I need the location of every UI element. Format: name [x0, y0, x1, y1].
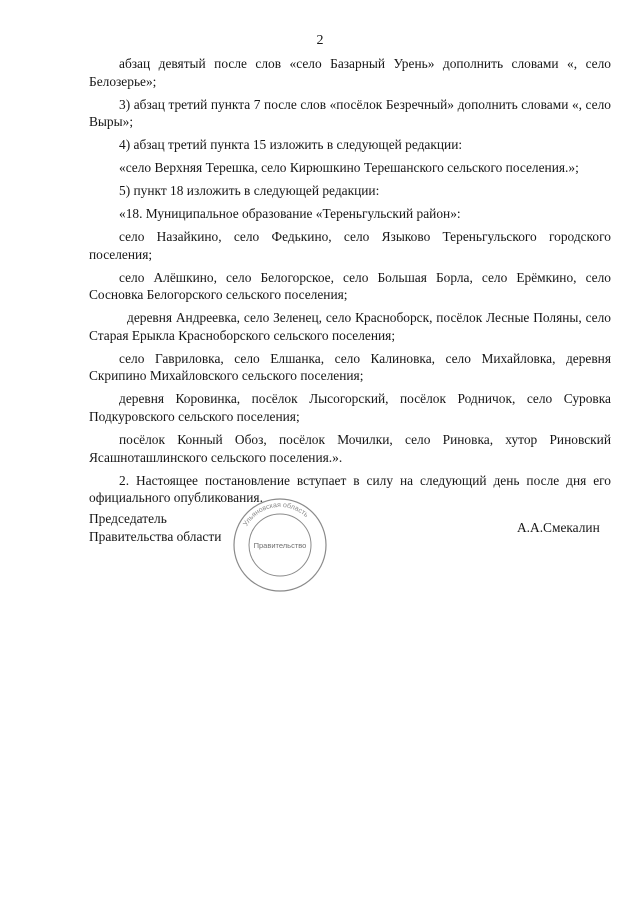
signature-position	[89, 510, 221, 545]
document-paragraph: «село Верхняя Терешка, село Кирюшкино Терешанского сельского поселения.»;	[119, 160, 579, 176]
document-paragraph: абзац девятый после слов «село Базарный Урень» дополнить словами «, село Белозерье»;	[89, 56, 611, 89]
signature-position-line1: Председатель	[89, 511, 167, 526]
document-paragraph: деревня Коровинка, посёлок Лысогорский, посёлок Родничок, село Суровка Подкуровского сельского поселения;	[89, 391, 611, 424]
signature-position-line2: Правительства области	[89, 528, 222, 544]
document-paragraph: 2. Настоящее постановление вступает в силу на следующий день после дня его официального опубликования.	[89, 472, 611, 506]
stamp-ring-text: Ульяновская область	[242, 501, 310, 528]
document-paragraph: 4) абзац третий пункта 15 изложить в следующей редакции:	[119, 137, 463, 153]
stamp-seal-graphic	[230, 495, 330, 595]
stamp-center-text: Правительство	[253, 541, 307, 550]
document-body	[89, 55, 611, 512]
official-stamp	[230, 495, 330, 595]
document-paragraph: посёлок Конный Обоз, посёлок Мочилки, село Риновка, хутор Риновский Ясашноташлинского сельского поселения.».	[89, 431, 611, 465]
document-paragraph: «18. Муниципальное образование «Тереньгульский район»:	[119, 206, 461, 222]
document-paragraph: село Алёшкино, село Белогорское, село Большая Борла, село Ерёмкино, село Сосновка Белогорского сельского поселения;	[89, 269, 611, 303]
signature-name: А.А.Смекалин	[517, 520, 600, 535]
document-paragraph: деревня Андреевка, село Зеленец, село Красноборск, посёлок Лесные Поляны, село Старая Ерыкла Красноборского сельского поселения;	[89, 310, 611, 343]
page-number: 2	[316, 33, 324, 48]
document-paragraph: 5) пункт 18 изложить в следующей редакции:	[119, 183, 380, 199]
document-paragraph: село Назайкино, село Федькино, село Языково Тереньгульского городского поселения;	[89, 229, 611, 262]
document-paragraph: село Гавриловка, село Елшанка, село Калиновка, село Михайловка, деревня Скрипино Михайловского сельского поселения;	[89, 350, 611, 384]
document-paragraph: 3) абзац третий пункта 7 после слов «посёлок Безречный» дополнить словами «, село Выры»;	[89, 96, 611, 130]
